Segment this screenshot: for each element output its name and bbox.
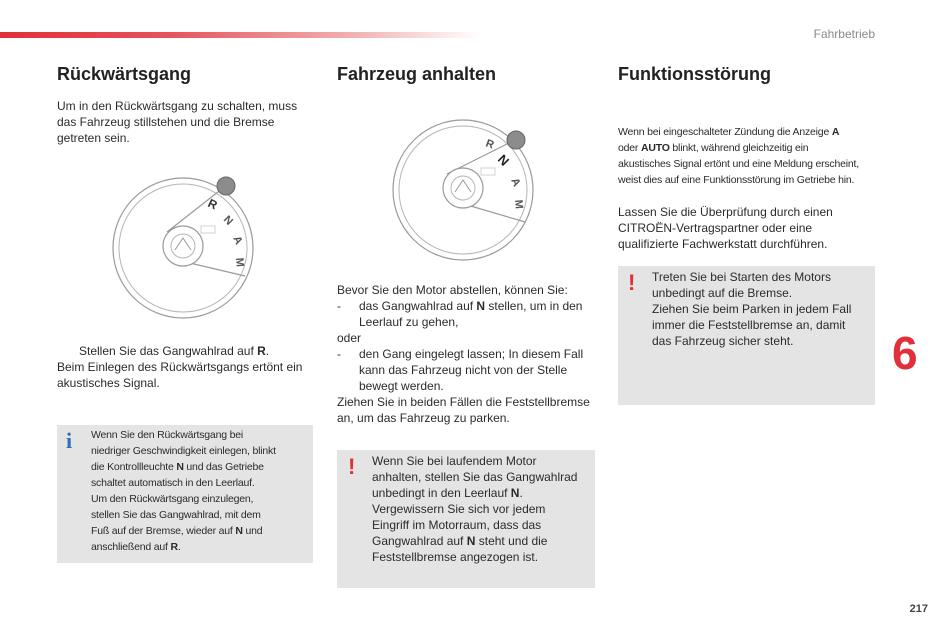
text-line: Gangwahlrad auf N steht und die xyxy=(372,534,548,548)
info-icon: i xyxy=(66,428,73,453)
step-line xyxy=(57,343,327,359)
text-line: die Kontrollleuchte N und das Getriebe xyxy=(91,461,264,473)
dial-letter-m: M xyxy=(512,199,525,210)
reverse-step xyxy=(57,343,327,391)
text-line: schaltet automatisch in den Leerlauf. xyxy=(91,477,255,489)
info-box-text xyxy=(91,427,311,555)
text-line: Beim Einlegen des Rückwärtsgangs ertönt ein xyxy=(57,360,303,374)
section-title: Fahrbetrieb xyxy=(813,27,875,41)
text-line: das Fahrzeug stillstehen und die Bremse xyxy=(57,115,275,129)
warning-icon: ! xyxy=(628,270,636,295)
title-reverse-gear: Rückwärtsgang xyxy=(57,64,192,84)
text-line: anhalten, stellen Sie das Gangwahlrad xyxy=(372,470,578,484)
dial-letter-n: N xyxy=(220,213,235,228)
text-line: CITROËN-Vertragspartner oder eine xyxy=(618,221,813,235)
info-box-reverse xyxy=(57,425,313,563)
text-line: Wenn Sie den Rückwärtsgang bei xyxy=(91,429,243,441)
text-line: Treten Sie bei Starten des Motors xyxy=(652,270,831,284)
text-line: unbedingt auf die Bremse. xyxy=(652,286,793,300)
malfunction-description xyxy=(618,124,888,188)
text-line: Eingriff im Motorraum, dass das xyxy=(372,518,542,532)
text-line: an, um das Fahrzeug zu parken. xyxy=(337,411,510,425)
list-text: das Gangwahlrad auf N stellen, um in den Leerlauf zu gehen, xyxy=(359,299,583,329)
text-line: akustisches Signal ertönt und eine Meldung erscheint, xyxy=(618,158,859,170)
chapter-number: 6 xyxy=(892,327,918,379)
text-line: Lassen Sie die Überprüfung durch einen xyxy=(618,205,833,219)
step-end: . xyxy=(265,344,270,358)
text-line: oder AUTO blinkt, während gleichzeitig ein xyxy=(618,142,809,154)
text-line: niedriger Geschwindigkeit einlegen, blinkt xyxy=(91,445,276,457)
text-line: das Fahrzeug sicher steht. xyxy=(652,334,794,348)
warning-box-text xyxy=(652,269,874,349)
list-text: den Gang eingelegt lassen; In diesem Fall kann das Fahrzeug nicht von der Stelle bewegt werden. xyxy=(359,347,584,393)
text-line: Bevor Sie den Motor abstellen, können Sie: xyxy=(337,283,568,297)
title-malfunction: Funktionsstörung xyxy=(618,64,771,84)
gear-dial-r-illustration xyxy=(105,168,265,328)
list-item xyxy=(337,298,599,330)
text-line: Um in den Rückwärtsgang zu schalten, muss xyxy=(57,99,298,113)
dial-letter-a: A xyxy=(230,234,245,247)
text-line: Fuß auf der Bremse, wieder auf N und xyxy=(91,525,263,537)
text-line: akustisches Signal. xyxy=(57,376,160,390)
step-text: Stellen Sie das Gangwahlrad auf xyxy=(79,344,258,358)
stop-instructions xyxy=(337,282,599,426)
warning-box-stop xyxy=(337,450,595,588)
text-line: qualifizierte Fachwerkstatt durchführen. xyxy=(618,237,828,251)
warning-icon: ! xyxy=(348,454,356,479)
dial-letter-r: R xyxy=(205,196,220,213)
dash: - xyxy=(337,299,341,313)
text-line: Ziehen Sie in beiden Fällen die Feststellbremse xyxy=(337,395,590,409)
text-line: unbedingt in den Leerlauf N. xyxy=(372,486,523,500)
text-line: Feststellbremse angezogen ist. xyxy=(372,550,539,564)
page-number: 217 xyxy=(909,603,928,615)
text-line: immer die Feststellbremse an, damit xyxy=(652,318,846,332)
header-accent-bar xyxy=(0,32,480,38)
text-line: oder xyxy=(337,331,362,345)
reverse-intro xyxy=(57,98,317,146)
malfunction-advice xyxy=(618,204,878,252)
dial-letter-a: A xyxy=(508,176,523,189)
dial-letter-r: R xyxy=(483,137,496,152)
title-stop-vehicle: Fahrzeug anhalten xyxy=(337,64,497,84)
dial-letter-m: M xyxy=(233,257,246,268)
warning-box-text xyxy=(372,453,594,565)
text-line: Wenn Sie bei laufendem Motor xyxy=(372,454,537,468)
text-line: getreten sein. xyxy=(57,131,130,145)
text-line: Wenn bei eingeschalteter Zündung die Anzeige A xyxy=(618,126,840,138)
gear-dial-n-illustration xyxy=(385,110,545,270)
text-line: Um den Rückwärtsgang einzulegen, xyxy=(91,493,254,505)
text-line: stellen Sie das Gangwahlrad, mit dem xyxy=(91,509,261,521)
step-bold: R xyxy=(257,344,266,358)
list-item xyxy=(337,346,599,394)
warning-box-malfunction xyxy=(618,266,875,405)
dial-letter-n: N xyxy=(494,151,513,169)
text-line: anschließend auf R. xyxy=(91,541,181,553)
text-line: weist dies auf eine Funktionsstörung im Getriebe hin. xyxy=(618,174,855,186)
text-line: Ziehen Sie beim Parken in jedem Fall xyxy=(652,302,852,316)
dash: - xyxy=(337,347,341,361)
text-line: Vergewissern Sie sich vor jedem xyxy=(372,502,546,516)
